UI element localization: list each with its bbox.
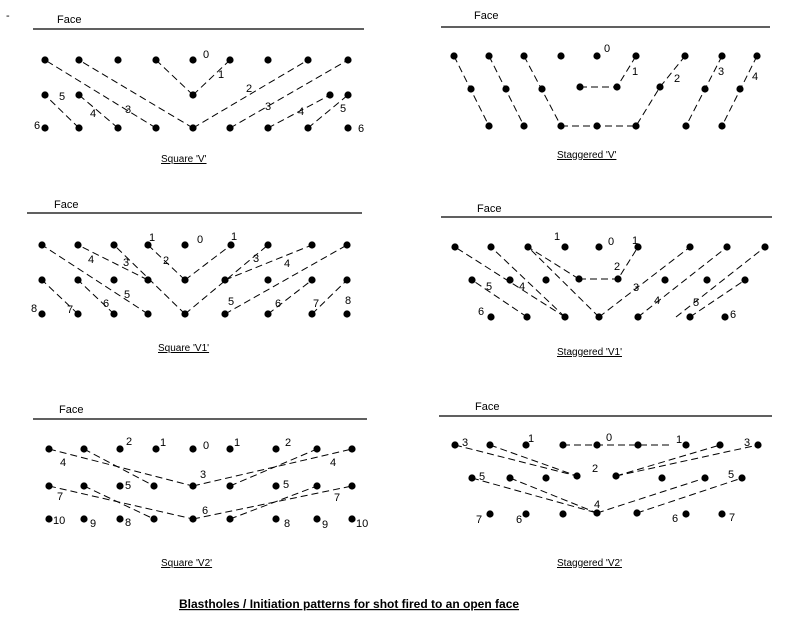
blasthole	[634, 441, 641, 448]
delay-label: 3	[200, 469, 207, 481]
delay-label: 7	[313, 298, 320, 310]
face-label: Face	[477, 203, 502, 215]
blasthole	[741, 276, 748, 283]
delay-label: 6	[516, 514, 523, 526]
blasthole	[487, 313, 494, 320]
blasthole	[308, 310, 315, 317]
blasthole	[326, 91, 333, 98]
blasthole	[736, 85, 743, 92]
blasthole	[41, 56, 48, 63]
delay-label: 2	[674, 73, 681, 85]
blasthole	[523, 313, 530, 320]
panel-staggered-v	[441, 10, 770, 161]
blasthole	[718, 122, 725, 129]
blasthole	[41, 91, 48, 98]
panel-caption: Square 'V'	[161, 154, 207, 165]
blasthole	[226, 56, 233, 63]
blasthole	[520, 122, 527, 129]
blasthole	[520, 52, 527, 59]
blasthole	[467, 85, 474, 92]
delay-label: 2	[126, 436, 133, 448]
blasthole	[450, 52, 457, 59]
blasthole	[144, 310, 151, 317]
delay-label: 3	[125, 104, 132, 116]
delay-label: 5	[728, 469, 735, 481]
blasthole	[451, 441, 458, 448]
delay-label: 7	[67, 304, 74, 316]
blasthole	[272, 445, 279, 452]
delay-label: 5	[486, 281, 493, 293]
delay-label: 5	[340, 103, 347, 115]
delay-label: 4	[298, 106, 305, 118]
delay-label: 6	[478, 306, 485, 318]
blasthole	[272, 515, 279, 522]
delay-label: 0	[197, 234, 204, 246]
delay-label: 6	[275, 298, 282, 310]
blasthole	[313, 445, 320, 452]
blasthole	[189, 124, 196, 131]
blasthole	[703, 276, 710, 283]
delay-label: 5	[124, 289, 131, 301]
panel-square-v1	[27, 199, 362, 354]
blasthole	[144, 276, 151, 283]
panel-caption: Staggered 'V2'	[557, 558, 622, 569]
delay-label: 1	[632, 235, 639, 247]
delay-label: 1	[160, 437, 167, 449]
blasthole	[614, 275, 621, 282]
blasthole	[189, 91, 196, 98]
delay-label: 7	[334, 492, 341, 504]
blasthole	[682, 122, 689, 129]
blasthole	[221, 310, 228, 317]
delay-label: 3	[633, 282, 640, 294]
blasthole	[754, 441, 761, 448]
delay-label: 6	[34, 120, 41, 132]
blasthole	[344, 56, 351, 63]
blasthole	[344, 124, 351, 131]
delay-label: 1	[218, 69, 225, 81]
blasthole	[502, 85, 509, 92]
delay-label: 4	[284, 258, 291, 270]
delay-labels	[604, 43, 758, 85]
blasthole	[721, 313, 728, 320]
panel-staggered-v1	[441, 203, 772, 358]
blasthole	[487, 243, 494, 250]
delay-label: 2	[285, 437, 292, 449]
delay-label: 9	[322, 519, 329, 531]
panel-caption: Staggered 'V1'	[557, 347, 622, 358]
delay-label: 3	[718, 66, 725, 78]
blasthole	[74, 310, 81, 317]
delay-label: 8	[125, 517, 132, 529]
blasthole	[561, 243, 568, 250]
blasthole	[348, 482, 355, 489]
blasthole	[633, 509, 640, 516]
blasthole	[264, 276, 271, 283]
blasthole	[682, 441, 689, 448]
face-label: Face	[57, 14, 82, 26]
blasthole	[110, 241, 117, 248]
blasthole	[575, 275, 582, 282]
panel-staggered-v2	[439, 401, 772, 569]
blasthole	[74, 241, 81, 248]
panel-square-v	[33, 14, 364, 165]
blasthole	[738, 474, 745, 481]
blasthole	[313, 515, 320, 522]
delay-label: 9	[90, 518, 97, 530]
blasthole	[485, 52, 492, 59]
blasthole	[573, 472, 580, 479]
delay-label: 3	[253, 253, 260, 265]
delay-label: 4	[752, 71, 759, 83]
blasthole	[593, 52, 600, 59]
blasthole	[595, 313, 602, 320]
blasthole	[686, 313, 693, 320]
delay-labels	[478, 231, 736, 321]
blasthole	[304, 124, 311, 131]
blasthole	[723, 243, 730, 250]
blasthole	[152, 445, 159, 452]
delay-label: 4	[88, 254, 95, 266]
blasthole	[272, 482, 279, 489]
delay-label: 0	[203, 49, 210, 61]
blasthole	[485, 122, 492, 129]
delay-label: 3	[744, 437, 751, 449]
blasthole	[681, 52, 688, 59]
blasthole	[542, 276, 549, 283]
blasthole	[344, 91, 351, 98]
blasthole	[116, 445, 123, 452]
delay-label: 1	[528, 433, 535, 445]
delay-label: 8	[284, 518, 291, 530]
delay-label: 1	[234, 437, 241, 449]
blasthole	[661, 276, 668, 283]
blasthole	[308, 276, 315, 283]
blasthole	[682, 510, 689, 517]
delay-label: 7	[57, 491, 64, 503]
blasthole	[226, 482, 233, 489]
face-label: Face	[475, 401, 500, 413]
delay-label: 5	[479, 471, 486, 483]
blasthole	[506, 276, 513, 283]
delay-label: 4	[519, 281, 526, 293]
panel-caption: Square 'V2'	[161, 558, 213, 569]
blasthole	[538, 85, 545, 92]
blasthole	[701, 474, 708, 481]
blasthole	[613, 83, 620, 90]
delay-label: 1	[632, 66, 639, 78]
blasthole	[38, 276, 45, 283]
delay-label: 0	[604, 43, 611, 55]
blasthole	[189, 445, 196, 452]
blasthole	[595, 243, 602, 250]
blasthole	[348, 445, 355, 452]
face-label: Face	[59, 404, 84, 416]
blasthole	[150, 515, 157, 522]
blasthole	[686, 243, 693, 250]
blastholes	[41, 56, 351, 131]
blasthole	[593, 441, 600, 448]
blasthole	[522, 510, 529, 517]
blasthole	[761, 243, 768, 250]
face-label: Face	[54, 199, 79, 211]
blasthole	[181, 276, 188, 283]
delay-label: 2	[592, 463, 599, 475]
blasthole	[181, 241, 188, 248]
delay-label: 6	[730, 309, 737, 321]
blasthole	[451, 243, 458, 250]
blasthole	[114, 56, 121, 63]
blasthole	[38, 241, 45, 248]
blasthole	[75, 124, 82, 131]
blasthole	[561, 313, 568, 320]
delay-label: 8	[345, 295, 352, 307]
delay-label: 1	[676, 434, 683, 446]
blasthole	[75, 56, 82, 63]
blasthole	[576, 83, 583, 90]
blasthole	[308, 241, 315, 248]
delay-label: 6	[672, 513, 679, 525]
delay-labels	[53, 436, 368, 531]
blasthole	[226, 124, 233, 131]
connector-lines	[49, 449, 352, 519]
connector-lines	[455, 445, 758, 513]
delay-label: 4	[594, 499, 601, 511]
blasthole	[658, 474, 665, 481]
blasthole	[542, 474, 549, 481]
blasthole	[80, 482, 87, 489]
blasthole	[189, 482, 196, 489]
blasthole	[116, 482, 123, 489]
blasthole	[634, 313, 641, 320]
delay-label: 4	[654, 295, 661, 307]
blasthole	[74, 276, 81, 283]
blasthole	[559, 510, 566, 517]
delay-label: 4	[60, 457, 67, 469]
delay-label: 2	[246, 83, 253, 95]
delay-label: 1	[554, 231, 561, 243]
blasthole	[264, 310, 271, 317]
blasthole	[189, 515, 196, 522]
delay-label: 1	[231, 231, 238, 243]
blasthole	[343, 276, 350, 283]
blasthole	[152, 124, 159, 131]
blasthole	[468, 276, 475, 283]
blasthole	[38, 310, 45, 317]
blasthole	[221, 276, 228, 283]
blasthole	[150, 482, 157, 489]
blasthole	[264, 241, 271, 248]
blasthole	[45, 482, 52, 489]
delay-label: 0	[608, 236, 615, 248]
connector-lines	[454, 56, 757, 126]
blasthole	[348, 515, 355, 522]
blasthole	[189, 56, 196, 63]
delay-label: 6	[358, 123, 365, 135]
blasthole	[264, 124, 271, 131]
blasthole	[80, 445, 87, 452]
delay-label: 5	[228, 296, 235, 308]
delay-label: 7	[729, 512, 736, 524]
blastholes	[45, 445, 355, 522]
delay-label: 5	[283, 479, 290, 491]
stray-mark: -	[6, 10, 10, 22]
blasthole	[506, 474, 513, 481]
delay-label: 6	[202, 505, 209, 517]
blasthole	[264, 56, 271, 63]
blasthole	[656, 83, 663, 90]
blasthole	[304, 56, 311, 63]
delay-label: 5	[693, 297, 700, 309]
blasthole	[559, 441, 566, 448]
blasthole	[313, 482, 320, 489]
blasthole	[343, 310, 350, 317]
blasthole	[716, 441, 723, 448]
blasthole	[632, 52, 639, 59]
delay-label: 10	[53, 515, 66, 527]
blasthole	[632, 122, 639, 129]
delay-label: 5	[125, 480, 132, 492]
blasthole	[75, 91, 82, 98]
delay-labels	[34, 49, 364, 135]
blasthole	[753, 52, 760, 59]
panel-square-v2	[33, 404, 368, 569]
blasthole	[114, 124, 121, 131]
blasthole	[110, 310, 117, 317]
face-label: Face	[474, 10, 499, 22]
blasthole	[593, 122, 600, 129]
panel-caption: Square 'V1'	[158, 343, 210, 354]
delay-label: 6	[103, 298, 110, 310]
delay-label: 4	[90, 108, 97, 120]
connector-lines	[455, 247, 765, 317]
blasthole	[116, 515, 123, 522]
delay-label: 2	[614, 261, 621, 273]
blasthole	[718, 52, 725, 59]
delay-label: 3	[462, 437, 469, 449]
blasthole	[226, 515, 233, 522]
delay-label: 7	[476, 514, 483, 526]
blasthole	[701, 85, 708, 92]
blasthole	[612, 472, 619, 479]
blasthole	[45, 445, 52, 452]
blasthole	[226, 445, 233, 452]
delay-label: 5	[59, 91, 66, 103]
blasthole	[557, 122, 564, 129]
delay-label: 2	[163, 255, 170, 267]
delay-label: 3	[123, 257, 130, 269]
delay-label: 0	[203, 440, 210, 452]
delay-label: 8	[31, 303, 38, 315]
delay-label: 0	[606, 432, 613, 444]
panel-caption: Staggered 'V'	[557, 150, 617, 161]
blasthole	[110, 276, 117, 283]
blasthole	[343, 241, 350, 248]
delay-label: 4	[330, 457, 337, 469]
blasthole	[718, 510, 725, 517]
blasthole	[41, 124, 48, 131]
blasthole	[486, 441, 493, 448]
blasthole	[468, 474, 475, 481]
blasthole	[80, 515, 87, 522]
blasthole	[524, 243, 531, 250]
blastholes	[450, 52, 760, 129]
blasthole	[557, 52, 564, 59]
delay-label: 3	[265, 101, 272, 113]
blasthole	[181, 310, 188, 317]
delay-label: 1	[149, 232, 156, 244]
blasthole	[45, 515, 52, 522]
blasthole	[486, 510, 493, 517]
blasthole	[152, 56, 159, 63]
diagram-title: Blastholes / Initiation patterns for shot fired to an open face	[179, 597, 520, 611]
delay-label: 10	[356, 518, 369, 530]
blastholes	[451, 441, 761, 517]
